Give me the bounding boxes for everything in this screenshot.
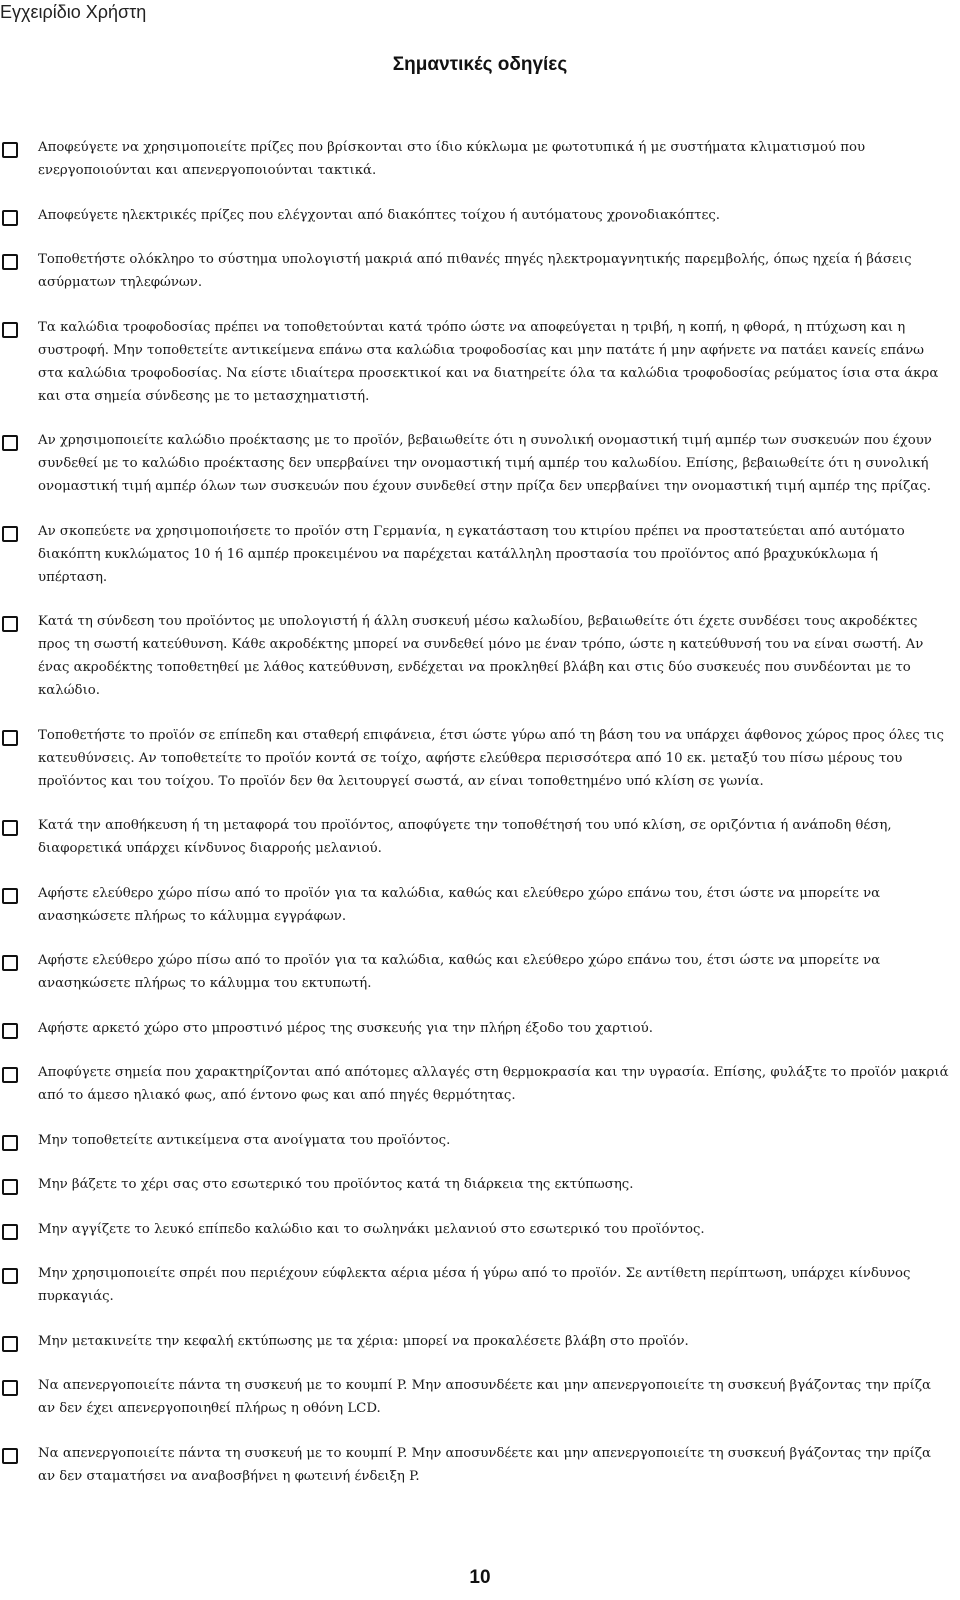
checkbox-bullet-icon xyxy=(2,1023,18,1039)
instruction-item xyxy=(0,1218,960,1241)
instruction-text: Αποφεύγετε να χρησιμοποιείτε πρίζες που βρίσκονται στο ίδιο κύκλωμα με φωτοτυπικά ή με συστήματα κλιματισμού που ενεργοποιούνται και απενεργοποιούνται τακτικά. xyxy=(38,140,866,178)
instruction-item xyxy=(0,882,960,928)
instruction-item xyxy=(0,949,960,995)
checkbox-bullet-icon xyxy=(2,820,18,836)
checkbox-bullet-icon xyxy=(2,730,18,746)
instruction-item xyxy=(0,610,960,702)
instruction-text: Τοποθετήστε το προϊόν σε επίπεδη και σταθερή επιφάνεια, έτσι ώστε γύρω από τη βάση του να υπάρχει άφθονος χώρος προς όλες τις κατευθύνσεις. Αν τοποθετείτε το προϊόν κοντά σε τοίχο, αφήστε ελεύθερα περισσότερα από 10 εκ. μεταξύ του πίσω μέρους του προϊόντος και του τοίχου. Το προϊόν δεν θα λειτουργεί σωστά, αν είναι τοποθετημένο υπό κλίση σε γωνία. xyxy=(38,727,944,789)
page-title: Σημαντικές οδηγίες xyxy=(392,54,568,75)
instruction-list xyxy=(0,136,960,1509)
checkbox-bullet-icon xyxy=(2,435,18,451)
instruction-item xyxy=(0,724,960,793)
instruction-text: Αφήστε ελεύθερο χώρο πίσω από το προϊόν για τα καλώδια, καθώς και ελεύθερο χώρο επάνω του, έτσι ώστε να μπορείτε να ανασηκώσετε πλήρως το κάλυμμα εγγράφων. xyxy=(38,885,881,924)
instruction-text: Αποφύγετε σημεία που χαρακτηρίζονται από απότομες αλλαγές στη θερμοκρασία και την υγρασία. Επίσης, φυλάξτε το προϊόν μακριά από το άμεσο ηλιακό φως, από έντονο φως και από πηγές θερμότητας. xyxy=(38,1065,949,1103)
instruction-item xyxy=(0,136,960,182)
instruction-text: Τα καλώδια τροφοδοσίας πρέπει να τοποθετούνται κατά τρόπο ώστε να αποφεύγεται η τριβή, η κοπή, η φθορά, η πτύχωση και η συστροφή. Μην τοποθετείτε αντικείμενα επάνω στα καλώδια τροφοδοσίας και μην πατάτε ή μην αφήνετε να πατάει κανείς επάνω στα καλώδια τροφοδοσίας. Να είστε ιδιαίτερα προσεκτικοί και να διατηρείτε όλα τα καλώδια τροφοδοσίας ρεύματος ίσια στα άκρα και στα σημεία σύνδεσης με το μετασχηματιστή. xyxy=(38,319,939,404)
instruction-item xyxy=(0,1061,960,1107)
instruction-item xyxy=(0,814,960,860)
checkbox-bullet-icon xyxy=(2,1179,18,1195)
instruction-text: Αν σκοπεύετε να χρησιμοποιήσετε το προϊόν στη Γερμανία, η εγκατάσταση του κτιρίου πρέπει να προστατεύεται από αυτόματο διακόπτη κυκλώματος 10 ή 16 αμπέρ προκειμένου να παρέχεται κατάλληλη προστασία του προϊόντος από βραχυκύκλωμα ή υπέρταση. xyxy=(38,523,905,585)
checkbox-bullet-icon xyxy=(2,1224,18,1240)
checkbox-bullet-icon xyxy=(2,254,18,270)
instruction-text: Αφήστε αρκετό χώρο στο μπροστινό μέρος της συσκευής για την πλήρη έξοδο του χαρτιού. xyxy=(38,1020,653,1036)
instruction-text: Να απενεργοποιείτε πάντα τη συσκευή με το κουμπί P. Μην αποσυνδέετε και μην απενεργοποιείτε τη συσκευή βγάζοντας την πρίζα αν δεν σταματήσει να αναβοσβήνει η φωτεινή ένδειξη P. xyxy=(38,1445,932,1484)
instruction-text: Μην τοποθετείτε αντικείμενα στα ανοίγματα του προϊόντος. xyxy=(38,1132,451,1148)
checkbox-bullet-icon xyxy=(2,322,18,338)
instruction-item xyxy=(0,1173,960,1196)
checkbox-bullet-icon xyxy=(2,1448,18,1464)
checkbox-bullet-icon xyxy=(2,955,18,971)
checkbox-bullet-icon xyxy=(2,1067,18,1083)
instruction-text: Κατά την αποθήκευση ή τη μεταφορά του προϊόντος, αποφύγετε την τοποθέτησή του υπό κλίση, σε οριζόντια ή ανάποδη θέση, διαφορετικά υπάρχει κίνδυνος διαρροής μελανιού. xyxy=(38,818,892,856)
instruction-text: Μην αγγίζετε το λευκό επίπεδο καλώδιο και το σωληνάκι μελανιού στο εσωτερικό του προϊόντος. xyxy=(38,1221,705,1237)
checkbox-bullet-icon xyxy=(2,888,18,904)
checkbox-bullet-icon xyxy=(2,526,18,542)
instruction-text: Τοποθετήστε ολόκληρο το σύστημα υπολογιστή μακριά από πιθανές πηγές ηλεκτρομαγνητικής παρεμβολής, όπως ηχεία ή βάσεις ασύρματων τηλεφώνων. xyxy=(38,252,912,290)
instruction-item xyxy=(0,1442,960,1488)
checkbox-bullet-icon xyxy=(2,1336,18,1352)
instruction-text: Μην μετακινείτε την κεφαλή εκτύπωσης με τα χέρια: μπορεί να προκαλέσετε βλάβη στο προϊόν. xyxy=(38,1333,689,1349)
page-number: 10 xyxy=(469,1567,491,1588)
instruction-text: Να απενεργοποιείτε πάντα τη συσκευή με το κουμπί P. Μην αποσυνδέετε και μην απενεργοποιείτε τη συσκευή βγάζοντας την πρίζα αν δεν έχει απενεργοποιηθεί πλήρως η οθόνη LCD. xyxy=(38,1378,932,1416)
checkbox-bullet-icon xyxy=(2,1380,18,1396)
checkbox-bullet-icon xyxy=(2,210,18,226)
instruction-item xyxy=(0,1017,960,1040)
instruction-item xyxy=(0,1330,960,1353)
running-header: Εγχειρίδιο Χρήστη xyxy=(0,2,147,22)
instruction-item xyxy=(0,248,960,294)
instruction-item xyxy=(0,1262,960,1308)
instruction-item xyxy=(0,520,960,589)
instruction-item xyxy=(0,1374,960,1420)
checkbox-bullet-icon xyxy=(2,1135,18,1151)
checkbox-bullet-icon xyxy=(2,1268,18,1284)
checkbox-bullet-icon xyxy=(2,142,18,158)
instruction-text: Αν χρησιμοποιείτε καλώδιο προέκτασης με το προϊόν, βεβαιωθείτε ότι η συνολική ονομαστική τιμή αμπέρ των συσκευών που έχουν συνδεθεί με το καλώδιο προέκτασης δεν υπερβαίνει την ονομαστική τιμή αμπέρ του καλωδίου. Επίσης, βεβαιωθείτε ότι η συνολική ονομαστική τιμή αμπέρ όλων των συσκευών που έχουν συνδεθεί στην πρίζα δεν υπερβαίνει την ονομαστική τιμή αμπέρ της πρίζας. xyxy=(38,433,932,494)
instruction-item xyxy=(0,429,960,498)
instruction-item xyxy=(0,204,960,227)
instruction-text: Μην βάζετε το χέρι σας στο εσωτερικό του προϊόντος κατά τη διάρκεια της εκτύπωσης. xyxy=(38,1177,634,1192)
instruction-item xyxy=(0,1129,960,1152)
instruction-text: Κατά τη σύνδεση του προϊόντος με υπολογιστή ή άλλη συσκευή μέσω καλωδίου, βεβαιωθείτε ότι έχετε συνδέσει τους ακροδέκτες προς τη σωστή κατεύθυνση. Κάθε ακροδέκτης μπορεί να συνδεθεί μόνο με έναν τρόπο, ώστε η κατεύθυνσή του να είναι σωστή. Αν ένας ακροδέκτης τοποθετηθεί με λάθος κατεύθυνση, ενδέχεται να προκληθεί βλάβη και στις δύο συσκευές που συνδέονται με το καλώδιο. xyxy=(38,614,924,698)
checkbox-bullet-icon xyxy=(2,616,18,632)
instruction-text: Αποφεύγετε ηλεκτρικές πρίζες που ελέγχονται από διακόπτες τοίχου ή αυτόματους χρονοδιακόπτες. xyxy=(38,207,721,223)
instruction-text: Αφήστε ελεύθερο χώρο πίσω από το προϊόν για τα καλώδια, καθώς και ελεύθερο χώρο επάνω του, έτσι ώστε να μπορείτε να ανασηκώσετε πλήρως το κάλυμμα του εκτυπωτή. xyxy=(38,953,881,991)
instruction-item xyxy=(0,316,960,408)
instruction-text: Μην χρησιμοποιείτε σπρέι που περιέχουν εύφλεκτα αέρια μέσα ή γύρω από το προϊόν. Σε αντίθετη περίπτωση, υπάρχει κίνδυνος πυρκαγιάς. xyxy=(38,1266,911,1304)
